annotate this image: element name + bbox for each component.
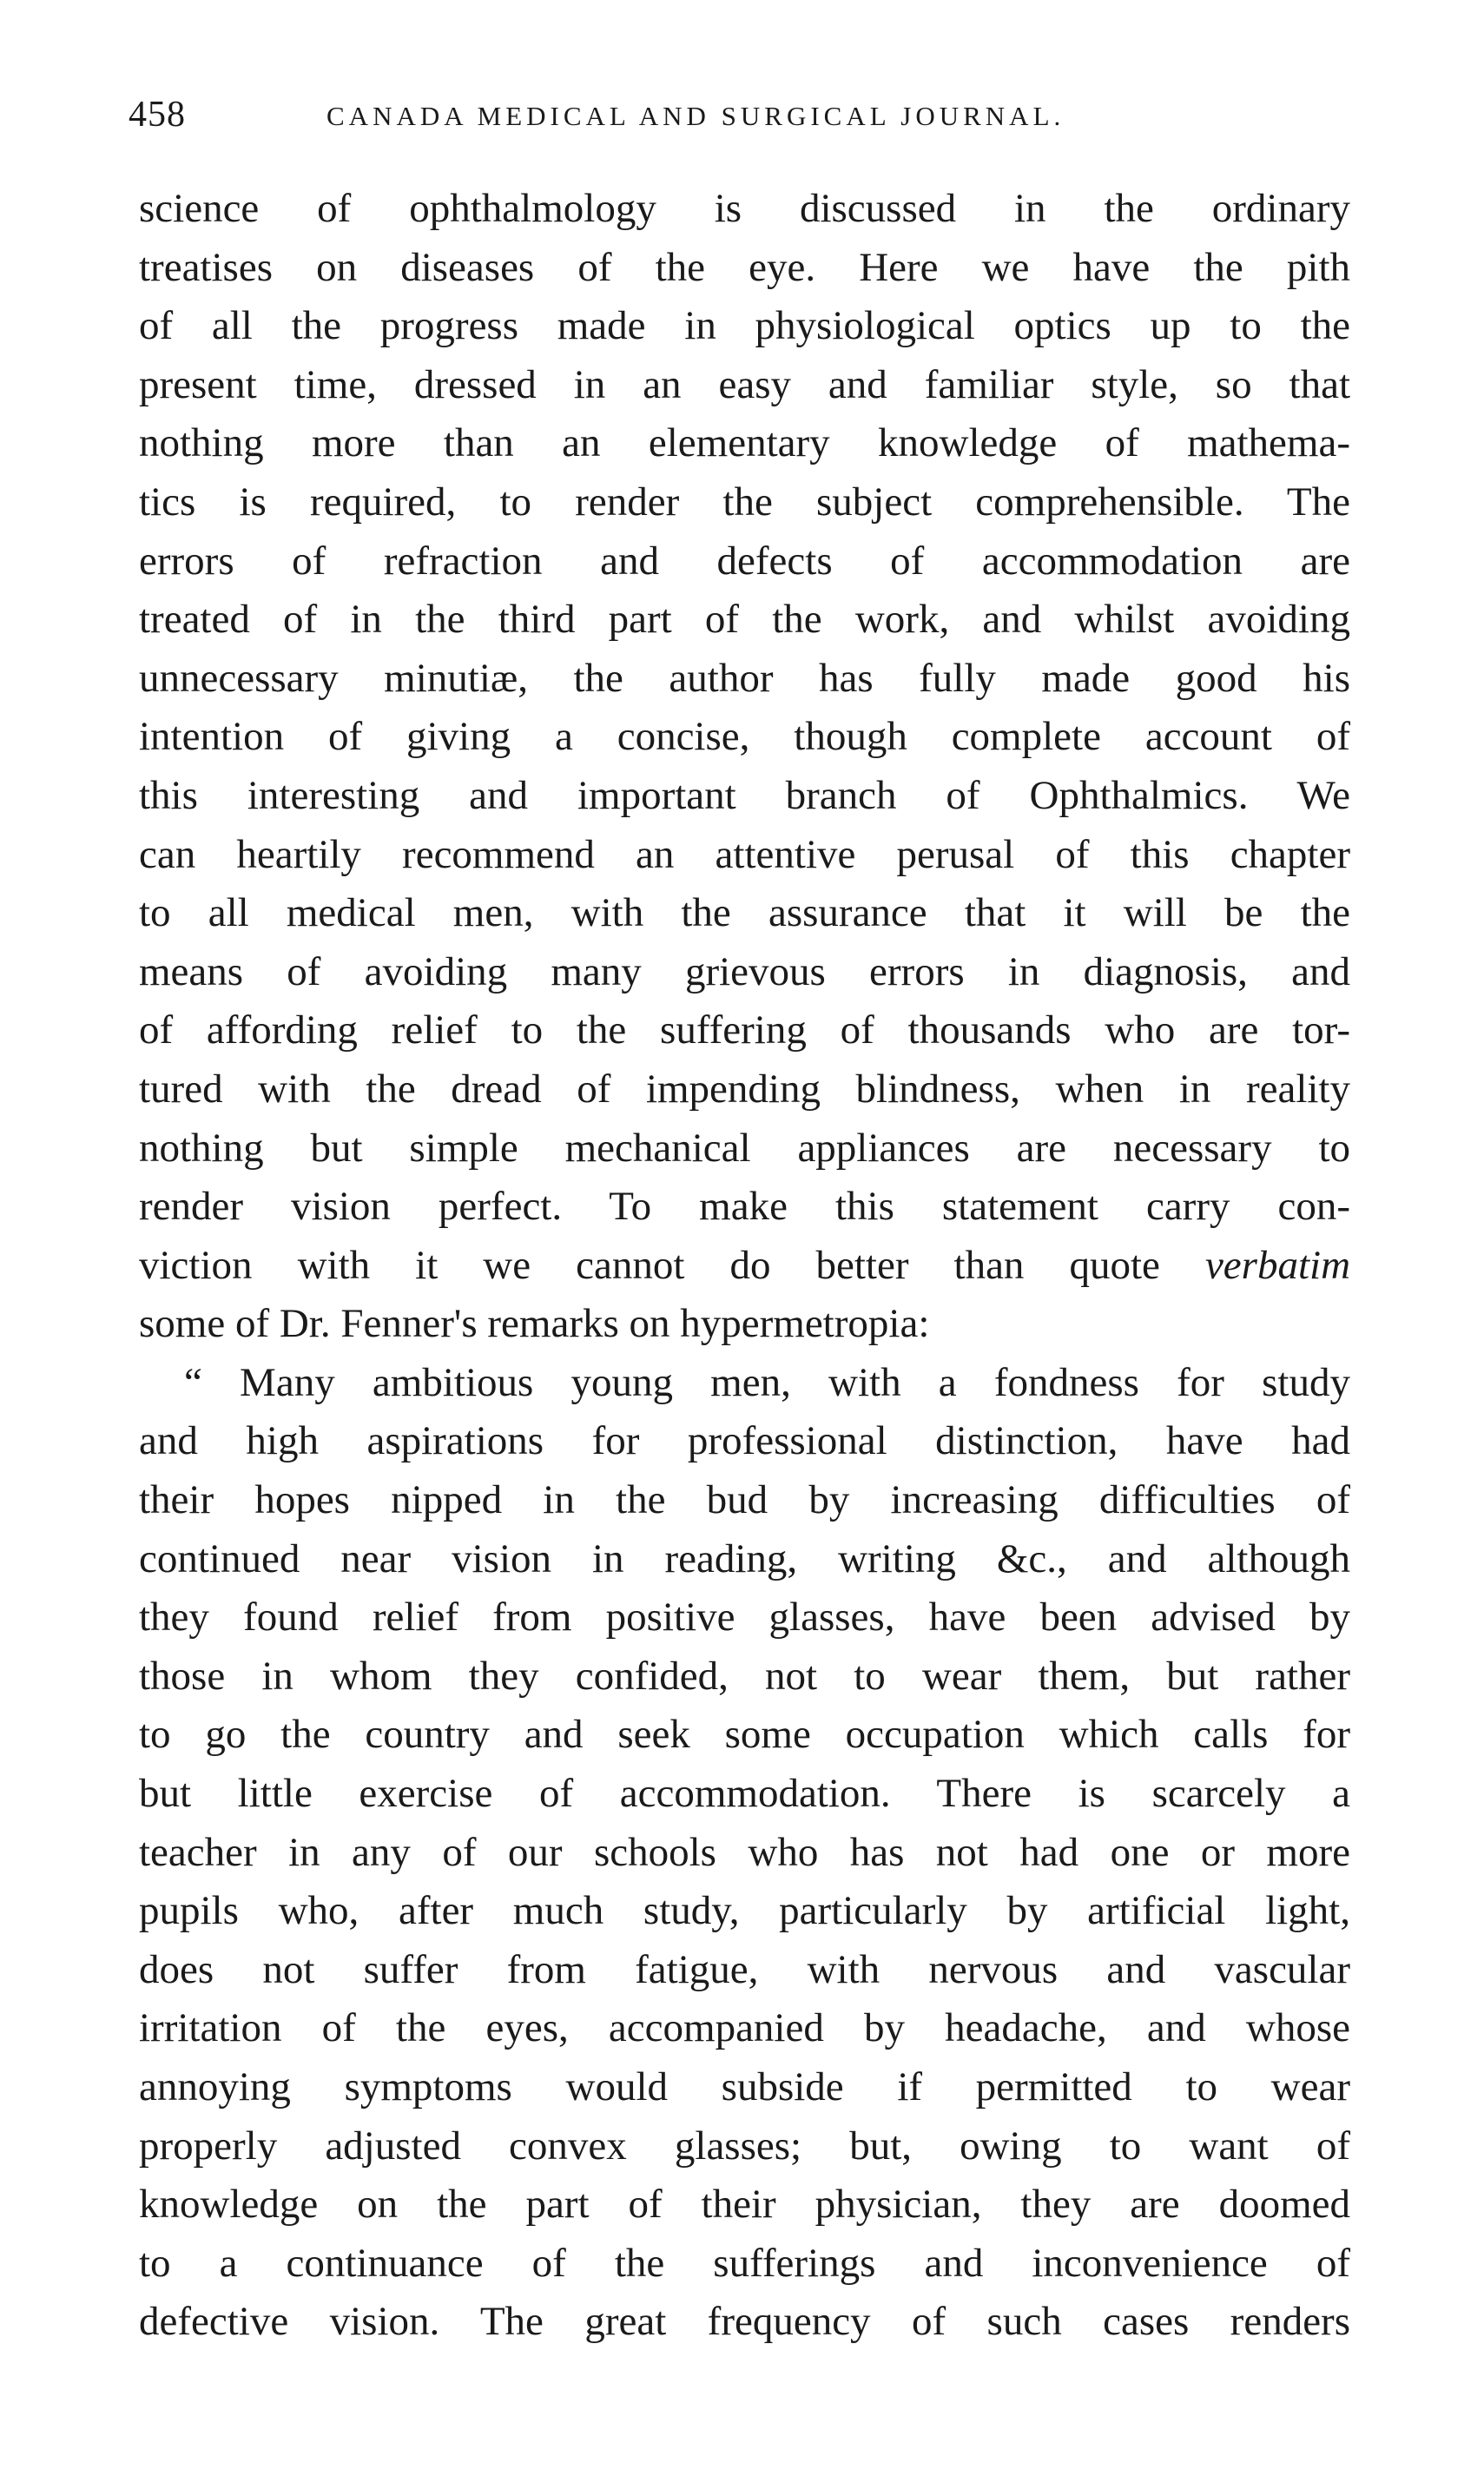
body-line: some of Dr. Fenner's remarks on hypermetropia:	[139, 1301, 930, 1347]
body-line-text: viction with it we cannot do better than quote	[139, 1242, 1160, 1288]
quote-line: teacher in any of our schools who has not had one or more	[139, 1829, 1350, 1875]
body-line: nothing but simple mechanical appliances are necessary to	[139, 1125, 1350, 1171]
running-header	[129, 94, 1370, 155]
body-line: intention of giving a concise, though complete account of	[139, 714, 1350, 760]
body-line: of affording relief to the suffering of thousands who are tor-	[139, 1007, 1350, 1053]
body-line: tured with the dread of impending blindness, when in reality	[139, 1066, 1350, 1112]
body-line: nothing more than an elementary knowledge of mathema-	[139, 420, 1350, 466]
quote-line: their hopes nipped in the bud by increasing difficulties of	[139, 1477, 1350, 1523]
body-line: of all the progress made in physiological optics up to the	[139, 303, 1350, 349]
body-line: this interesting and important branch of Ophthalmics. We	[139, 772, 1350, 818]
quote-line: but little exercise of accommodation. There is scarcely a	[139, 1771, 1350, 1817]
quote-line: irritation of the eyes, accompanied by headache, and whose	[139, 2005, 1350, 2051]
quote-line: continued near vision in reading, writing &c., and although	[139, 1535, 1350, 1581]
body-line-with-italic	[139, 1237, 1350, 1296]
body-text	[139, 180, 1350, 2352]
body-line: tics is required, to render the subject comprehensible. The	[139, 479, 1350, 525]
body-line: unnecessary minutiæ, the author has fully made good his	[139, 655, 1350, 701]
quote-line: those in whom they confided, not to wear them, but rather	[139, 1653, 1350, 1699]
italic-term: verbatim	[1204, 1242, 1351, 1288]
quote-line: defective vision. The great frequency of such cases renders	[139, 2299, 1350, 2345]
journal-title: CANADA MEDICAL AND SURGICAL JOURNAL.	[326, 101, 1065, 131]
body-line: render vision perfect. To make this statement carry con-	[139, 1184, 1350, 1230]
body-line: treatises on diseases of the eye. Here we have the pith	[139, 244, 1350, 290]
body-line: present time, dressed in an easy and familiar style, so that	[139, 361, 1350, 407]
page-number: 458	[129, 95, 186, 135]
body-line: means of avoiding many grievous errors in diagnosis, and	[139, 948, 1350, 994]
body-line: treated of in the third part of the work, and whilst avoiding	[139, 597, 1350, 643]
body-line: can heartily recommend an attentive perusal of this chapter	[139, 831, 1350, 877]
quote-line: properly adjusted convex glasses; but, owing to want of	[139, 2123, 1350, 2169]
quote-line: does not suffer from fatigue, with nervous and vascular	[139, 1946, 1350, 1992]
quote-line: they found relief from positive glasses, have been advised by	[139, 1595, 1350, 1641]
body-line: to all medical men, with the assurance that it will be the	[139, 890, 1350, 936]
quote-line: annoying symptoms would subside if permitted to wear	[139, 2064, 1350, 2110]
quote-line: and high aspirations for professional distinction, have had	[139, 1418, 1350, 1464]
body-line: errors of refraction and defects of accommodation are	[139, 538, 1350, 584]
quote-line: “ Many ambitious young men, with a fondness for study	[184, 1359, 1350, 1405]
quote-line: knowledge on the part of their physician, they are doomed	[139, 2182, 1350, 2228]
quote-line: to a continuance of the sufferings and inconvenience of	[139, 2240, 1350, 2286]
quote-line: to go the country and seek some occupation which calls for	[139, 1712, 1350, 1758]
body-line: science of ophthalmology is discussed in the ordinary	[139, 186, 1350, 231]
quote-line: pupils who, after much study, particularly by artificial light,	[139, 1888, 1350, 1934]
